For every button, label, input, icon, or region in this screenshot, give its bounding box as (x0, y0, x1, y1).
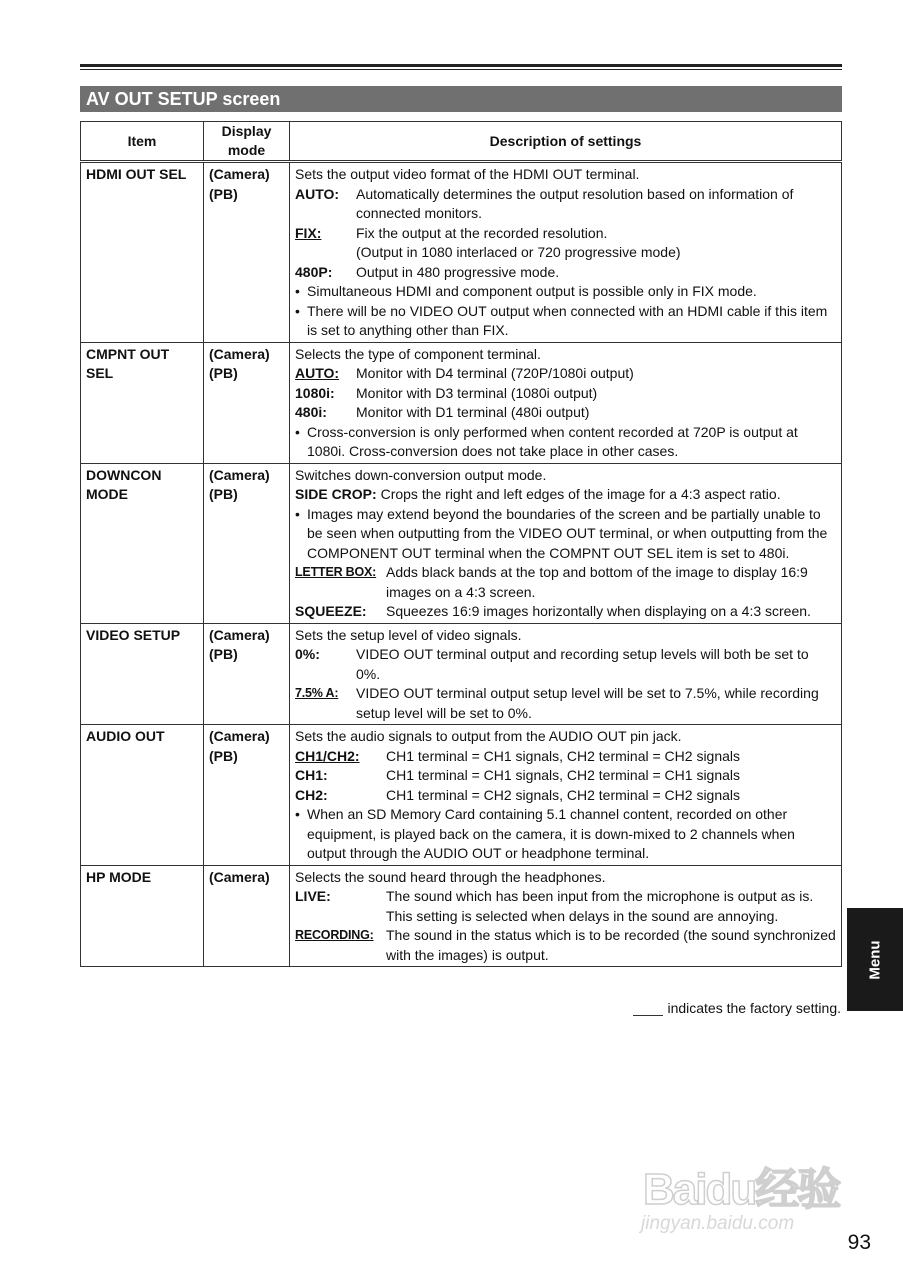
option-text: Adds black bands at the top and bottom of the image to display 16:9 images on a 4:3 screen. (386, 564, 808, 600)
note-bullet: • Cross-conversion is only performed when content recorded at 720P is output at 1080i. Cross-conversion does not take place in other cases. (295, 423, 836, 462)
mode-camera: (Camera) (209, 345, 270, 362)
option-squeeze (295, 602, 836, 622)
factory-setting-footnote: indicates the factory setting. (560, 1000, 841, 1016)
option-term: 1080i: (295, 384, 335, 401)
option-term: SIDE CROP: (295, 486, 377, 502)
option-term-factory-default: AUTO: (295, 365, 340, 381)
display-mode (204, 463, 290, 623)
option-text: Monitor with D1 terminal (480i output) (356, 404, 590, 420)
option-ch1-ch2 (295, 747, 836, 767)
header-display-mode: Display mode (204, 122, 290, 162)
mode-pb: (PB) (209, 747, 238, 764)
description-intro: Selects the sound heard through the headphones. (295, 868, 606, 885)
note-bullet: • When an SD Memory Card containing 5.1 channel content, recorded on other equipment, is played back on the camera, it is down-mixed to 2 channels when output through the AUDIO OUT or headphone terminal. (295, 805, 836, 864)
item-name: AUDIO OUT (81, 725, 204, 866)
option-0-percent (295, 645, 836, 684)
table-row-audio-out (81, 725, 842, 866)
option-term: AUTO: (295, 185, 340, 202)
table-row-downcon-mode (81, 463, 842, 623)
bullet-icon: • (295, 283, 300, 299)
mode-camera: (Camera) (209, 466, 270, 483)
menu-side-tab (847, 908, 903, 1011)
item-name: CMPNT OUT SEL (81, 342, 204, 463)
top-rule-thin (80, 69, 842, 70)
watermark-logo: Baidu经验 (643, 1165, 840, 1214)
option-text: CH1 terminal = CH1 signals, CH2 terminal = CH2 signals (386, 747, 741, 764)
display-mode (204, 162, 290, 343)
option-text: Monitor with D3 terminal (1080i output) (356, 384, 598, 401)
mode-camera: (Camera) (209, 868, 270, 885)
mode-pb: (PB) (209, 486, 238, 502)
description (290, 865, 842, 967)
option-term: SQUEEZE: (295, 603, 367, 619)
option-ch1 (295, 766, 836, 786)
bullet-icon: • (295, 302, 300, 319)
bullet-icon: • (295, 806, 300, 822)
display-mode (204, 342, 290, 463)
description (290, 725, 842, 866)
option-text: VIDEO OUT terminal output setup level will be set to 7.5%, while recording setup level will be set to 0%. (356, 685, 819, 721)
item-name: HP MODE (81, 865, 204, 967)
option-auto (295, 364, 836, 384)
option-live (295, 887, 836, 926)
option-480p (295, 263, 836, 283)
option-recording (295, 926, 836, 965)
item-name: VIDEO SETUP (81, 623, 204, 725)
watermark (641, 1155, 846, 1240)
option-text: Monitor with D4 terminal (720P/1080i output) (356, 365, 634, 381)
top-rule-thick (80, 64, 842, 67)
table-row-cmpnt-out-sel (81, 342, 842, 463)
option-text-note: (Output in 1080 interlaced or 720 progressive mode) (356, 244, 681, 260)
item-name: DOWNCON MODE (81, 463, 204, 623)
option-text: Output in 480 progressive mode. (356, 263, 560, 280)
description-intro: Sets the setup level of video signals. (295, 626, 522, 643)
header-item: Item (81, 122, 204, 162)
bullet-icon: • (295, 505, 300, 522)
option-text: Automatically determines the output resolution based on information of connected monitors. (356, 185, 794, 221)
option-side-crop (295, 485, 836, 505)
option-text: CH1 terminal = CH1 signals, CH2 terminal = CH1 signals (386, 767, 741, 783)
display-mode (204, 865, 290, 967)
option-term-factory-default: FIX: (295, 224, 322, 241)
option-text: Crops the right and left edges of the image for a 4:3 aspect ratio. (380, 486, 781, 502)
option-text: Fix the output at the recorded resolution. (356, 224, 608, 241)
display-mode (204, 725, 290, 866)
mode-camera: (Camera) (209, 626, 270, 643)
option-term-factory-default: RECORDING: (295, 928, 374, 942)
option-text: Squeezes 16:9 images horizontally when displaying on a 4:3 screen. (386, 603, 811, 619)
option-ch2 (295, 786, 836, 806)
option-term: LIVE: (295, 888, 331, 904)
option-term-factory-default: 7.5% A: (295, 686, 339, 700)
note-bullet: • Simultaneous HDMI and component output is possible only in FIX mode. (295, 282, 836, 302)
description-intro: Sets the output video format of the HDMI OUT terminal. (295, 166, 640, 182)
note-bullet: • There will be no VIDEO OUT output when connected with an HDMI cable if this item is set to anything other than FIX. (295, 302, 836, 341)
option-text: The sound which has been input from the microphone is output as is. This setting is selected when delays in the sound are annoying. (386, 888, 814, 924)
settings-table (80, 121, 842, 967)
option-term: 0%: (295, 646, 320, 662)
option-term-factory-default: CH1/CH2: (295, 747, 360, 764)
option-letter-box (295, 563, 836, 602)
side-tab-label: Menu (866, 939, 884, 980)
option-1080i (295, 384, 836, 404)
mode-camera: (Camera) (209, 728, 270, 744)
watermark-url: jingyan.baidu.com (641, 1213, 795, 1234)
item-name: HDMI OUT SEL (81, 162, 204, 343)
option-text: The sound in the status which is to be recorded (the sound synchronized with the images) is output. (386, 927, 836, 963)
option-480i (295, 403, 836, 423)
note-bullet: • Images may extend beyond the boundaries of the screen and be partially unable to be seen when outputting from the VIDEO OUT terminal, or when outputting from the COMPONENT OUT terminal when the COMPNT OUT SEL item is set to 480i. (295, 505, 836, 564)
table-row-hdmi-out-sel (81, 162, 842, 343)
description-intro: Switches down-conversion output mode. (295, 466, 547, 483)
mode-pb: (PB) (209, 365, 238, 381)
display-mode (204, 623, 290, 725)
description-intro: Sets the audio signals to output from the AUDIO OUT pin jack. (295, 728, 682, 744)
option-term: CH1: (295, 767, 328, 783)
bullet-icon: • (295, 423, 300, 440)
description (290, 342, 842, 463)
option-auto (295, 185, 836, 224)
option-text: VIDEO OUT terminal output and recording setup levels will both be set to 0%. (356, 646, 809, 682)
page-number: 93 (847, 1231, 871, 1254)
option-term: 480i: (295, 404, 327, 420)
mode-pb: (PB) (209, 185, 238, 202)
description-intro: Selects the type of component terminal. (295, 345, 541, 362)
description (290, 162, 842, 343)
option-text: CH1 terminal = CH2 signals, CH2 terminal = CH2 signals (386, 786, 741, 803)
description (290, 463, 842, 623)
header-description: Description of settings (290, 122, 842, 162)
option-fix (295, 224, 836, 263)
section-title: AV OUT SETUP screen (80, 86, 842, 112)
option-term: CH2: (295, 786, 328, 803)
description (290, 623, 842, 725)
table-row-hp-mode (81, 865, 842, 967)
option-7-5-percent (295, 684, 836, 723)
option-term-factory-default: LETTER BOX: (295, 565, 377, 579)
mode-pb: (PB) (209, 646, 238, 662)
table-header-row (81, 122, 842, 162)
table-row-video-setup (81, 623, 842, 725)
underline-sample (633, 1003, 663, 1016)
option-term: 480P: (295, 263, 333, 280)
mode-camera: (Camera) (209, 166, 270, 182)
